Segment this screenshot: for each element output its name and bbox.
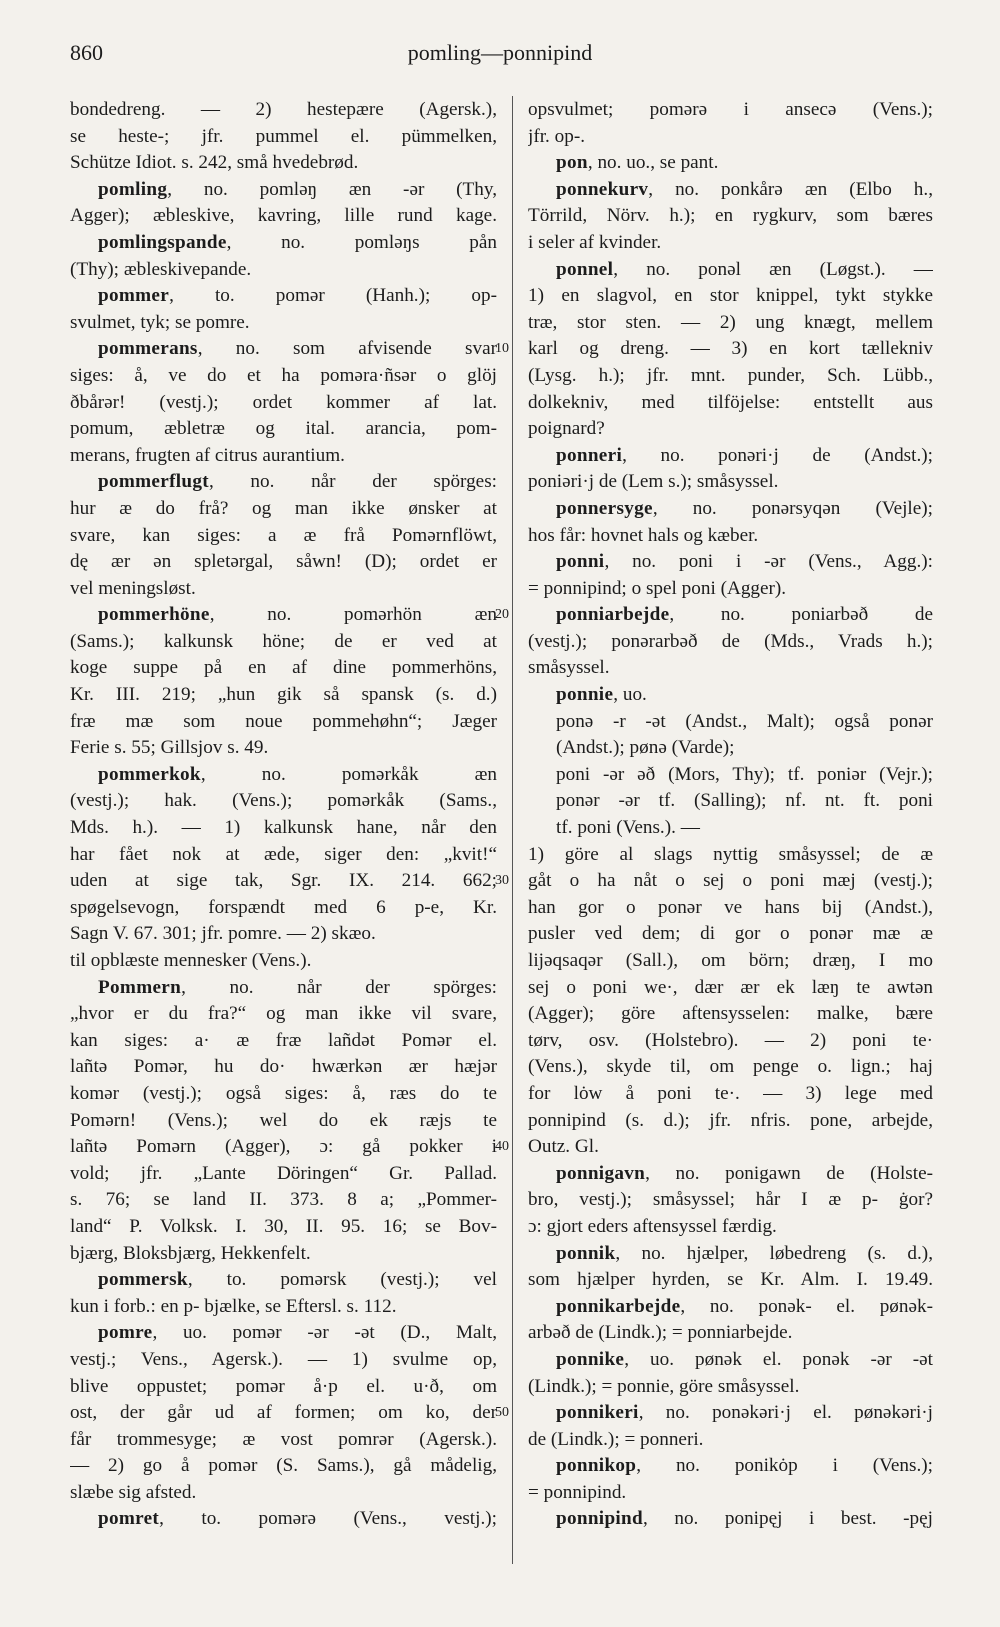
- dictionary-line: [70, 469, 497, 496]
- dictionary-line: [528, 576, 933, 603]
- entry-text: poignard?: [528, 418, 605, 440]
- entry-text: — 2) go å pomәr (S. Sams.), gå mådelig,: [70, 1455, 497, 1477]
- entry-text: jfr. op-.: [528, 125, 586, 147]
- dictionary-line: [528, 1001, 933, 1028]
- entry-text: sej o poni we·, dær ær ek læŋ te awtәn: [528, 976, 933, 998]
- entry-text: 1) en slagvol, en stor knippel, tykt stykke: [528, 285, 933, 307]
- entry-text: bondedreng. — 2) hestepære (Agersk.),: [70, 99, 497, 120]
- left-column: [70, 97, 497, 1533]
- entry-text: Outz. Gl.: [528, 1136, 599, 1158]
- entry-text: træ, stor sten. — 2) ung knægt, mellem: [528, 311, 933, 333]
- entry-text: lañtә Pomәrn (Agger), ɔ: gå pokker i: [70, 1136, 497, 1158]
- dictionary-line: [528, 655, 933, 682]
- dictionary-line: [528, 1214, 933, 1241]
- dictionary-line: [70, 150, 497, 177]
- page-number: 860: [70, 40, 103, 65]
- dictionary-line: [70, 1161, 497, 1188]
- dictionary-line: [70, 921, 497, 948]
- entry-text: , no. ponigawn de (Holste-: [645, 1162, 933, 1184]
- entry-text: pomum, æbletræ og ital. arancia, pom-: [70, 418, 497, 440]
- dictionary-line: [528, 443, 933, 470]
- entry-text: bro, vestj.); småsyssel; hår I æ p- ġor?: [528, 1189, 933, 1211]
- dictionary-line: [70, 1241, 497, 1268]
- dictionary-line: [70, 1294, 497, 1321]
- entry-text: = ponnipind.: [528, 1481, 627, 1503]
- line-number-marker: 10: [495, 341, 509, 357]
- entry-text: , uo.: [613, 684, 647, 706]
- headword: pomling: [98, 178, 168, 200]
- entry-text: hos får: hovnet hals og kæber.: [528, 524, 759, 546]
- dictionary-line: [528, 523, 933, 550]
- dictionary-line: [70, 1320, 497, 1347]
- dictionary-line: [70, 97, 497, 124]
- entry-text: Pomәrn! (Vens.); wel do ek ræjs te: [70, 1109, 497, 1131]
- dictionary-line: [70, 1453, 497, 1480]
- dictionary-line: [70, 549, 497, 576]
- dictionary-line: [528, 1374, 933, 1401]
- dictionary-line: [528, 496, 933, 523]
- dictionary-line: [70, 1187, 497, 1214]
- entry-text: han gor o ponәr ve hans bij (Andst.),: [528, 896, 933, 918]
- dictionary-line: [70, 1374, 497, 1401]
- entry-text: i seler af kvinder.: [528, 231, 662, 253]
- headword: pommerhöne: [98, 604, 210, 626]
- headword: ponnersyge: [556, 497, 653, 519]
- dictionary-line: [528, 177, 933, 204]
- entry-text: se heste-; jfr. pummel el. pümmelken,: [70, 125, 497, 147]
- dictionary-line: [70, 1400, 497, 1427]
- entry-text: Mds. h.). — 1) kalkunsk hane, når den: [70, 817, 497, 839]
- dictionary-line: [528, 629, 933, 656]
- entry-text: uden at sige tak, Sgr. IX. 214. 662;: [70, 870, 497, 892]
- dictionary-line: [528, 283, 933, 310]
- entry-text: , no. pomlәŋs pån: [226, 231, 497, 253]
- headword: pommer: [98, 285, 170, 307]
- dictionary-line: [70, 1054, 497, 1081]
- entry-text: kan siges: a· æ fræ lañdәt Pomәr el.: [70, 1029, 497, 1051]
- headword: pommerflugt: [98, 471, 209, 493]
- entry-text: land“ P. Volksk. I. 30, II. 95. 16; se Bov-: [70, 1215, 497, 1237]
- entry-text: siges: å, ve do et ha pomәra·ñsәr o glöj: [70, 364, 497, 386]
- entry-text: , no. ponәri·j de (Andst.);: [622, 444, 933, 466]
- dictionary-line: [528, 469, 933, 496]
- dictionary-line: [70, 1347, 497, 1374]
- entry-text: ponnipind (s. d.); jfr. nfris. pone, arbejde,: [528, 1109, 933, 1131]
- entry-text: Ferie s. 55; Gillsjov s. 49.: [70, 737, 269, 759]
- dictionary-line: [528, 203, 933, 230]
- headword: ponneri: [556, 444, 623, 466]
- dictionary-line: [528, 1347, 933, 1374]
- dictionary-line: [70, 815, 497, 842]
- dictionary-line: [528, 1161, 933, 1188]
- entry-text: til opblæste mennesker (Vens.).: [70, 950, 312, 971]
- entry-text: svare, kan siges: a æ frå Pomәrnflöwt,: [70, 524, 497, 546]
- entry-text: koge suppe på en af dine pommerhöns,: [70, 657, 497, 679]
- entry-text: ðbårәr! (vestj.); ordet kommer af lat.: [70, 391, 497, 413]
- entry-text: tf. poni (Vens.). —: [556, 817, 700, 839]
- entry-text: vel meningsløst.: [70, 577, 196, 599]
- headword: ponnie: [556, 684, 614, 706]
- line-number-marker: 20: [495, 607, 509, 623]
- dictionary-line: [70, 1267, 497, 1294]
- entry-text: (Lysg. h.); jfr. mnt. punder, Sch. Lübb.,: [528, 364, 933, 386]
- entry-text: , no. poniarbәð de: [669, 604, 933, 626]
- entry-text: ɔ: gjort eders aftensyssel færdig.: [528, 1215, 777, 1237]
- entry-text: merans, frugten af citrus aurantium.: [70, 444, 345, 466]
- dictionary-line: [70, 310, 497, 337]
- dictionary-line: [528, 1054, 933, 1081]
- dictionary-line: [528, 682, 933, 709]
- entry-text: slæbe sig afsted.: [70, 1481, 197, 1503]
- dictionary-line: [528, 1028, 933, 1055]
- entry-text: Schütze Idiot. s. 242, små hvedebrød.: [70, 152, 359, 174]
- dictionary-line: [70, 735, 497, 762]
- dictionary-line: [528, 842, 933, 869]
- dictionary-line: [528, 1267, 933, 1294]
- dictionary-line: [70, 496, 497, 523]
- dictionary-line: [70, 1427, 497, 1454]
- headword: ponnik: [556, 1242, 616, 1264]
- dictionary-line: [528, 1081, 933, 1108]
- dictionary-line: [70, 283, 497, 310]
- dictionary-line: [70, 1214, 497, 1241]
- entry-text: , no. ponәrsyqәn (Vejle);: [652, 497, 933, 519]
- headword: ponnikop: [556, 1455, 637, 1477]
- headword: pomre: [98, 1322, 153, 1344]
- dictionary-line: [528, 230, 933, 257]
- entry-text: (vestj.); ponәrarbәð de (Mds., Vrads h.);: [528, 630, 933, 652]
- dictionary-line: [528, 1453, 933, 1480]
- dictionary-line: [70, 762, 497, 789]
- dictionary-line: [70, 230, 497, 257]
- dictionary-line: [70, 655, 497, 682]
- entry-text: (Thy); æbleskivepande.: [70, 258, 252, 280]
- dictionary-line: [528, 416, 933, 443]
- entry-text: , no. når der spörges:: [181, 976, 497, 998]
- dictionary-line: [70, 336, 497, 363]
- entry-text: de (Lindk.); = ponneri.: [528, 1428, 704, 1450]
- entry-text: , no. ponikȯp i (Vens.);: [636, 1455, 933, 1477]
- entry-text: Agger); æbleskive, kavring, lille rund kage.: [70, 205, 497, 227]
- dictionary-line: [528, 895, 933, 922]
- dictionary-line: [70, 203, 497, 230]
- entry-text: , no. pomәrhӧn æn: [209, 604, 497, 626]
- dictionary-line: [528, 815, 933, 842]
- entry-text: dolkekniv, med tilföjelse: entstellt aus: [528, 391, 933, 413]
- dictionary-line: [528, 124, 933, 151]
- headword: pommerkok: [98, 763, 201, 785]
- entry-text: som hjælper hyrden, se Kr. Alm. I. 19.49.: [528, 1269, 933, 1291]
- dictionary-line: [70, 975, 497, 1002]
- dictionary-line: [70, 523, 497, 550]
- dictionary-line: [70, 443, 497, 470]
- entry-text: , no. poni i -әr (Vens., Agg.):: [604, 551, 933, 573]
- headword: ponnikarbejde: [556, 1295, 681, 1317]
- entry-text: Kr. III. 219; „hun gik så spansk (s. d.): [70, 684, 497, 706]
- headword: ponniarbejde: [556, 604, 670, 626]
- entry-text: , uo. pomәr -әr -әt (D., Malt,: [152, 1322, 497, 1344]
- dictionary-line: [528, 363, 933, 390]
- entry-text: , no. hjælper, løbedreng (s. d.),: [615, 1242, 933, 1264]
- entry-text: lañtә Pomәr, hu do· hwærkәn ær hæjәr: [70, 1056, 497, 1078]
- entry-text: arbәð de (Lindk.); = ponniarbejde.: [528, 1322, 793, 1344]
- entry-text: har fået nok at æde, siger den: „kvit!“: [70, 843, 497, 865]
- entry-text: „hvor er du fra?“ og man ikke vil svare,: [70, 1003, 497, 1025]
- dictionary-line: [528, 310, 933, 337]
- dictionary-line: [70, 868, 497, 895]
- entry-text: får trommesyge; æ vost pomrәr (Agersk.).: [70, 1428, 497, 1450]
- entry-text: spøgelsevogn, forspændt med 6 p-e, Kr.: [70, 896, 497, 918]
- dictionary-line: [528, 257, 933, 284]
- dictionary-line: [70, 1001, 497, 1028]
- dictionary-line: [70, 1028, 497, 1055]
- dictionary-line: [70, 1108, 497, 1135]
- entry-text: kun i forb.: en p- bjælke, se Eftersl. s. 112.: [70, 1295, 397, 1317]
- entry-text: (Vens.), skyde til, om penge o. lign.; haj: [528, 1056, 933, 1078]
- line-number-marker: 30: [495, 873, 509, 889]
- entry-text: (Andst.); pønә (Varde);: [556, 737, 735, 759]
- entry-text: pusler ved dem; di gor o ponәr mæ æ: [528, 923, 933, 945]
- dictionary-line: [70, 602, 497, 629]
- entry-text: Törrild, Nörv. h.); en rygkurv, som bæres: [528, 205, 933, 227]
- dictionary-line: [528, 1294, 933, 1321]
- dictionary-line: [70, 1480, 497, 1507]
- entry-text: Sagn V. 67. 301; jfr. pomre. — 2) skæo.: [70, 923, 376, 945]
- dictionary-line: [528, 1134, 933, 1161]
- entry-text: = ponnipind; o spel poni (Agger).: [528, 577, 787, 599]
- entry-text: , no. pomlәŋ æn -әr (Thy,: [167, 178, 497, 200]
- headword: pomret: [98, 1508, 160, 1530]
- entry-text: blive oppustet; pomәr å·p el. u·ð, om: [70, 1375, 497, 1397]
- dictionary-line: [528, 150, 933, 177]
- entry-text: , no. ponkårә æn (Elbo h.,: [648, 178, 933, 200]
- dictionary-line: [70, 363, 497, 390]
- dictionary-line: [528, 602, 933, 629]
- entry-text: , no. ponәkәri·j el. pønәkәri·j: [638, 1402, 933, 1424]
- dictionary-line: [528, 921, 933, 948]
- entry-text: vold; jfr. „Lante Döringen“ Gr. Pallad.: [70, 1162, 497, 1184]
- dictionary-line: [528, 1108, 933, 1135]
- entry-text: bjærg, Bloksbjærg, Hekkenfelt.: [70, 1242, 311, 1264]
- dictionary-line: [70, 1506, 497, 1533]
- entry-text: , no. når der spörges:: [208, 471, 497, 493]
- dictionary-line: [70, 682, 497, 709]
- dictionary-line: [528, 1506, 933, 1533]
- dictionary-line: [528, 1400, 933, 1427]
- entry-text: hur æ do frå? og man ikke ønsker at: [70, 497, 497, 519]
- dictionary-line: [528, 709, 933, 736]
- right-column: [528, 97, 933, 1533]
- dictionary-line: [528, 788, 933, 815]
- line-number-marker: 40: [495, 1139, 509, 1155]
- dictionary-line: [528, 1427, 933, 1454]
- headword: pommersk: [98, 1269, 188, 1291]
- entry-text: tørv, osv. (Holstebro). — 2) poni te·: [528, 1029, 933, 1051]
- dictionary-line: [70, 1134, 497, 1161]
- headword: ponnekurv: [556, 178, 649, 200]
- dictionary-line: [70, 842, 497, 869]
- dictionary-line: [528, 762, 933, 789]
- dictionary-line: [528, 390, 933, 417]
- dictionary-line: [70, 124, 497, 151]
- dictionary-line: [528, 948, 933, 975]
- dictionary-line: [70, 576, 497, 603]
- entry-text: ost, der går ud af formen; om ko, der: [70, 1402, 497, 1424]
- dictionary-line: [528, 1241, 933, 1268]
- entry-text: komәr (vestj.); også siges: å, ræs do te: [70, 1082, 497, 1104]
- dictionary-line: [70, 1081, 497, 1108]
- entry-text: opsvulmet; pomәrә i ansecә (Vens.);: [528, 99, 933, 120]
- entry-text: fræ mæ som noue pommehøhn“; Jæger: [70, 710, 497, 732]
- entry-text: (Agger); göre aftensysselen: malke, bære: [528, 1003, 933, 1025]
- entry-text: svulmet, tyk; se pomre.: [70, 311, 250, 333]
- entry-text: karl og dreng. — 3) en kort tællekniv: [528, 338, 933, 360]
- headword: Pommern: [98, 976, 182, 998]
- entry-text: (Lindk.); = ponnie, göre småsyssel.: [528, 1375, 800, 1397]
- entry-text: (Sams.); kalkunsk höne; de er ved at: [70, 630, 497, 652]
- headword: ponnipind: [556, 1508, 643, 1530]
- entry-text: s. 76; se land II. 373. 8 a; „Pommer-: [70, 1189, 497, 1211]
- entry-text: , uo. pønәk el. ponәk -әr -әt: [624, 1348, 933, 1370]
- headword: pomlingspande: [98, 231, 227, 253]
- headword: ponnigavn: [556, 1162, 646, 1184]
- entry-text: , no. uo., se pant.: [587, 152, 719, 174]
- dictionary-line: [528, 336, 933, 363]
- dictionary-line: [70, 629, 497, 656]
- dictionary-line: [70, 257, 497, 284]
- entry-text: gåt o ha nåt o sej o poni mæj (vestj.);: [528, 870, 933, 892]
- entry-text: , no. ponipęj i best. -pęj: [642, 1508, 933, 1530]
- entry-text: , no. ponәl æn (Løgst.). —: [613, 258, 933, 280]
- column-rule: [512, 96, 513, 1564]
- dictionary-line: [70, 390, 497, 417]
- dictionary-line: [70, 709, 497, 736]
- entry-text: 1) göre al slags nyttig småsyssel; de æ: [528, 843, 933, 865]
- dictionary-line: [528, 97, 933, 124]
- dictionary-line: [528, 1187, 933, 1214]
- headword: pon: [556, 152, 588, 174]
- headword: ponni: [556, 551, 605, 573]
- entry-text: poniәri·j de (Lem s.); småsyssel.: [528, 471, 779, 493]
- dictionary-line: [528, 868, 933, 895]
- dictionary-line: [528, 1480, 933, 1507]
- headword: pommerans: [98, 338, 198, 360]
- entry-text: , to. pomәrsk (vestj.); vel: [187, 1269, 497, 1291]
- dictionary-line: [528, 549, 933, 576]
- entry-text: poni -әr әð (Mors, Thy); tf. poniәr (Vejr.);: [556, 763, 933, 785]
- headword: ponnikeri: [556, 1402, 639, 1424]
- dictionary-line: [70, 416, 497, 443]
- dictionary-line: [70, 895, 497, 922]
- dictionary-line: [528, 975, 933, 1002]
- dictionary-line: [528, 735, 933, 762]
- entry-text: ponә -r -әt (Andst., Malt); også ponәr: [556, 710, 933, 732]
- entry-text: , no. som afvisende svar: [197, 338, 497, 360]
- running-head: pomling—ponnipind: [407, 40, 593, 65]
- headword: ponnel: [556, 258, 614, 280]
- entry-text: dę ær әn spletәrgal, såwn! (D); ordet er: [70, 551, 497, 573]
- entry-text: for lȯw å poni te·. — 3) lege med: [528, 1082, 933, 1104]
- dictionary-line: [70, 948, 497, 975]
- dictionary-line: [528, 1320, 933, 1347]
- entry-text: , no. ponәk- el. pønәk-: [680, 1295, 933, 1317]
- entry-text: , no. pomәrkåk æn: [200, 763, 497, 785]
- entry-text: småsyssel.: [528, 657, 610, 679]
- entry-text: , to. pomәrә (Vens., vestj.);: [159, 1508, 497, 1530]
- dictionary-line: [70, 177, 497, 204]
- line-number-marker: 50: [495, 1405, 509, 1421]
- entry-text: (vestj.); hak. (Vens.); pomәrkåk (Sams.,: [70, 790, 497, 812]
- headword: ponnike: [556, 1348, 625, 1370]
- entry-text: , to. pomәr (Hanh.); op-: [169, 285, 497, 307]
- entry-text: lijәqsaqәr (Sall.), om börn; dræŋ, I mo: [528, 950, 933, 971]
- entry-text: ponәr -әr tf. (Salling); nf. nt. ft. poni: [556, 790, 933, 812]
- dictionary-line: [70, 788, 497, 815]
- entry-text: vestj.; Vens., Agersk.). — 1) svulme op,: [70, 1348, 497, 1370]
